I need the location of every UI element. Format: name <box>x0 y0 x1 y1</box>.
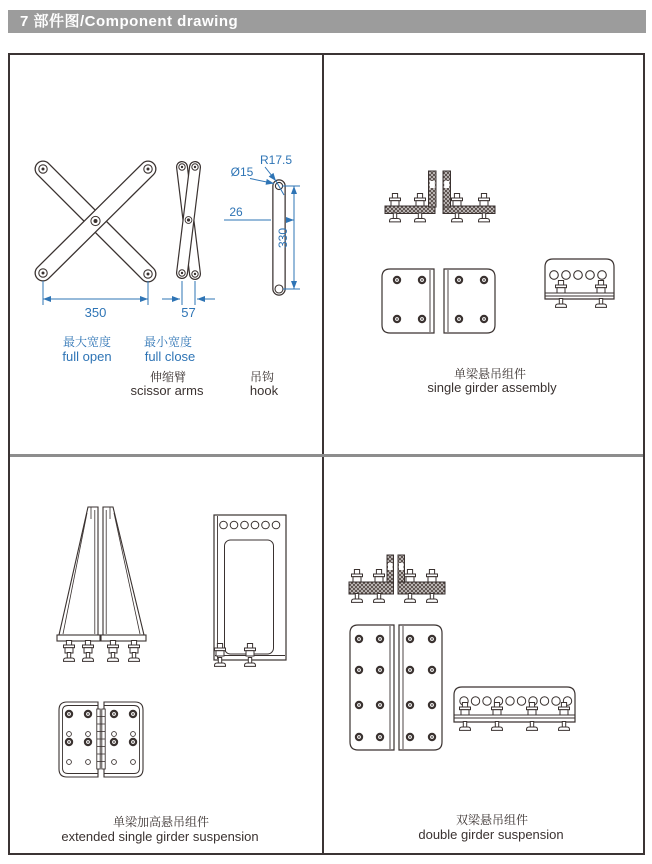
single-girder-label-cn: 单梁悬吊组件 <box>453 367 527 381</box>
extended-label-cn: 单梁加高悬吊组件 <box>112 815 210 829</box>
clamp-plates-drawing <box>350 625 442 750</box>
double-girder-label-cn: 双梁悬吊组件 <box>455 813 529 827</box>
section-title: 7 部件图/Component drawing <box>20 13 239 30</box>
dimension-350 <box>43 281 148 320</box>
t-bracket-drawing <box>385 171 495 222</box>
full-close-label-cn: 最小宽度 <box>143 335 193 349</box>
panel-extended-single-girder <box>10 457 322 853</box>
full-close-label-en: full close <box>144 349 196 364</box>
dimension-hole-dia <box>231 165 274 184</box>
dimension-57 <box>162 281 215 320</box>
t-bracket-drawing <box>349 555 445 602</box>
long-girder-bracket-drawing <box>454 687 575 730</box>
svg-text:R17.5: R17.5 <box>259 153 293 167</box>
extended-single-girder-drawing <box>10 457 322 853</box>
clamp-plates-drawing <box>382 269 495 333</box>
scissor-arms-label-en: scissor arms <box>130 383 204 398</box>
full-open-label-en: full open <box>62 349 112 364</box>
svg-text:26: 26 <box>229 205 243 219</box>
single-girder-drawing <box>324 55 643 454</box>
hinge-plates-drawing <box>59 702 143 777</box>
hook-label-en: hook <box>249 383 279 398</box>
single-girder-label-en: single girder assembly <box>427 380 557 395</box>
scissor-arms-label-cn: 伸缩臂 <box>149 370 187 384</box>
full-open-label-cn: 最大宽度 <box>62 335 112 349</box>
svg-text:330: 330 <box>276 227 290 249</box>
double-girder-label-en: double girder suspension <box>418 827 564 842</box>
tall-plate-drawing <box>214 515 286 666</box>
svg-text:Ø15: Ø15 <box>230 165 254 179</box>
double-girder-drawing <box>324 457 643 853</box>
svg-text:57: 57 <box>181 305 196 320</box>
panel-double-girder <box>324 457 643 853</box>
wedge-plates-drawing <box>57 507 146 641</box>
scissor-arms-drawing <box>10 55 322 454</box>
component-grid <box>8 53 645 855</box>
hook-label-cn: 吊钩 <box>249 370 275 384</box>
panel-single-girder <box>324 55 643 454</box>
svg-text:350: 350 <box>84 305 107 320</box>
girder-bracket-drawing <box>545 259 614 307</box>
panel-scissor-arms <box>10 55 322 454</box>
section-header <box>8 10 646 33</box>
extended-label-en: extended single girder suspension <box>61 829 259 844</box>
